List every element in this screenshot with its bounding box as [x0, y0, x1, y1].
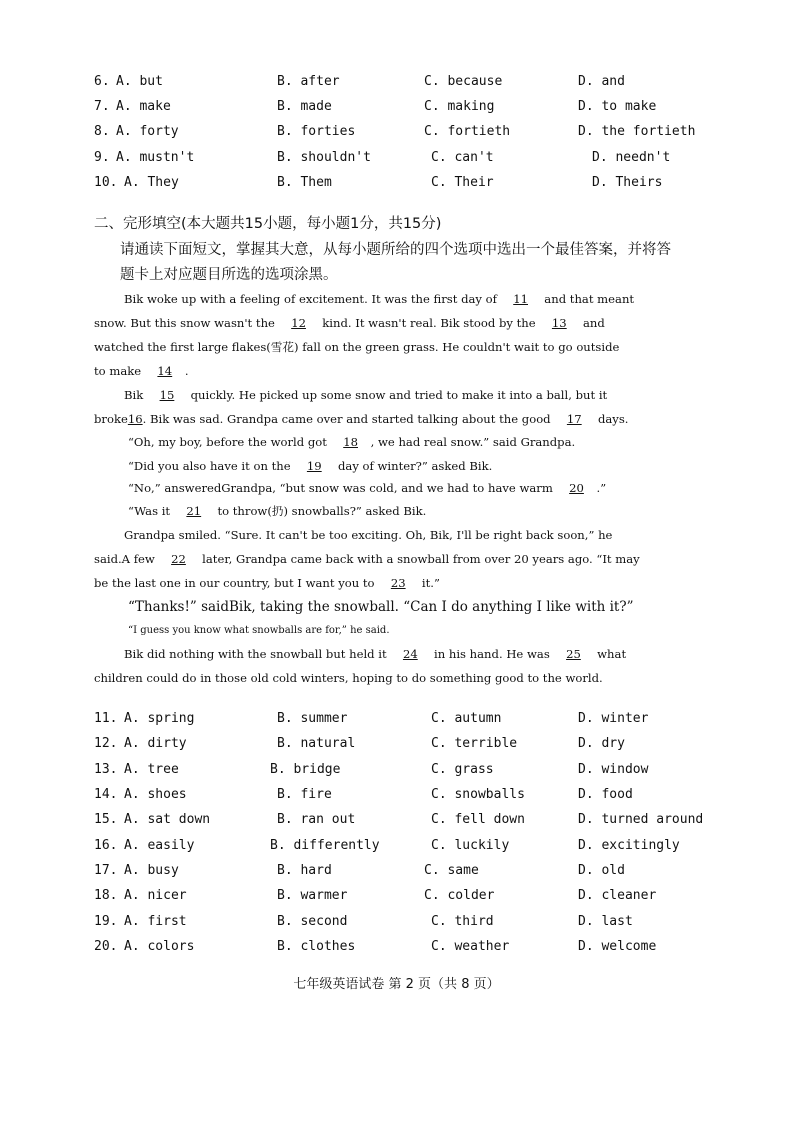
question-row-6: [0, 72, 793, 92]
question-row-19: [0, 912, 793, 932]
option-c: C. Their: [431, 175, 494, 190]
passage-line-5: Bik 15 quickly. He picked up some snow and tried to make it into a ball, but it: [94, 385, 729, 405]
question-row-15: [0, 810, 793, 830]
blank-22: 22: [171, 552, 186, 566]
question-row-17: [0, 861, 793, 881]
option-c: C. terrible: [431, 736, 518, 751]
instruction-line-2: 题卡上对应题目所选的选项涂黑。: [120, 267, 338, 283]
option-b: B. after: [277, 74, 340, 89]
question-row-13: [0, 760, 793, 780]
option-d: D. and: [578, 74, 625, 89]
passage-line-8: “Did you also have it on the 19 day of winter?” asked Bik.: [94, 456, 733, 476]
option-d: D. needn't: [592, 150, 671, 165]
blank-12: 12: [291, 316, 306, 330]
passage-line-1: Bik woke up with a feeling of excitement. It was the first day of 11 and that meant: [94, 289, 729, 309]
question-number: 10.: [94, 175, 118, 190]
option-d: D. turned around: [578, 812, 704, 827]
question-number: 16.: [94, 838, 118, 853]
passage-line-14: “Thanks!” saidBik, taking the snowball. “Can I do anything I like with it?”: [128, 599, 634, 615]
option-b: B. forties: [277, 124, 356, 139]
option-d: D. food: [578, 787, 633, 802]
question-row-8: [0, 122, 793, 142]
question-row-18: [0, 886, 793, 906]
option-c: C. third: [431, 914, 494, 929]
passage-line-10: “Was it 21 to throw(扔) snowballs?” asked Bik.: [94, 501, 733, 521]
passage-line-13: be the last one in our country, but I want you to 23 it.”: [94, 573, 699, 593]
option-a: A. shoes: [124, 787, 187, 802]
blank-14: 14: [157, 364, 173, 378]
option-b: B. second: [277, 914, 348, 929]
option-b: B. warmer: [277, 888, 348, 903]
option-a: A. nicer: [124, 888, 187, 903]
blank-17: 17: [566, 412, 582, 426]
blank-23: 23: [390, 576, 406, 590]
option-b: B. summer: [277, 711, 348, 726]
option-b: B. differently: [270, 838, 380, 853]
question-number: 6.: [94, 74, 110, 89]
question-number: 9.: [94, 150, 110, 165]
option-c: C. can't: [431, 150, 494, 165]
question-row-11: [0, 709, 793, 729]
option-b: B. Them: [277, 175, 332, 190]
question-number: 13.: [94, 762, 118, 777]
passage-line-11: Grandpa smiled. “Sure. It can't be too exciting. Oh, Bik, I'll be right back soon,” he: [124, 528, 613, 542]
question-number: 12.: [94, 736, 118, 751]
option-d: D. last: [578, 914, 633, 929]
option-a: A. make: [116, 99, 171, 114]
question-row-12: [0, 734, 793, 754]
option-a: A. easily: [124, 838, 195, 853]
option-b: B. shouldn't: [277, 150, 371, 165]
option-c: C. fortieth: [424, 124, 511, 139]
option-c: C. weather: [431, 939, 510, 954]
passage-line-4: to make 14 .: [94, 361, 699, 381]
option-a: A. busy: [124, 863, 179, 878]
option-a: A. sat down: [124, 812, 211, 827]
question-number: 14.: [94, 787, 118, 802]
question-row-10: [0, 173, 793, 193]
blank-15: 15: [159, 388, 175, 402]
page-footer: 七年级英语试卷 第 2 页（共 8 页）: [293, 977, 500, 992]
option-b: B. made: [277, 99, 332, 114]
option-c: C. fell down: [431, 812, 525, 827]
blank-18: 18: [343, 435, 358, 449]
passage-line-15: “I guess you know what snowballs are for,” he said.: [128, 625, 390, 636]
question-number: 18.: [94, 888, 118, 903]
option-c: C. colder: [424, 888, 495, 903]
blank-21: 21: [186, 504, 202, 518]
option-d: D. dry: [578, 736, 625, 751]
passage-line-9: “No,” answeredGrandpa, “but snow was cold, and we had to have warm 20 .”: [94, 478, 733, 498]
option-d: D. winter: [578, 711, 649, 726]
passage-line-6: broke16. Bik was sad. Grandpa came over and started talking about the good 17 days.: [94, 409, 699, 429]
option-a: A. spring: [124, 711, 195, 726]
passage-line-3: watched the first large flakes(雪花) fall on the green grass. He couldn't wait to go outside: [94, 340, 620, 354]
section-title: 二、完形填空(本大题共15小题，每小题1分，共15分): [94, 216, 442, 232]
option-d: D. to make: [578, 99, 657, 114]
passage-line-16: Bik did nothing with the snowball but held it 24 in his hand. He was 25 what: [94, 644, 729, 664]
question-number: 8.: [94, 124, 110, 139]
option-a: A. dirty: [124, 736, 187, 751]
passage-line-17: children could do in those old cold winters, hoping to do something good to the world.: [94, 671, 603, 685]
question-number: 7.: [94, 99, 110, 114]
passage-line-12: said.A few 22 later, Grandpa came back with a snowball from over 20 years ago. “It may: [94, 549, 699, 569]
question-row-9: [0, 148, 793, 168]
blank-19: 19: [306, 459, 322, 473]
blank-20: 20: [569, 481, 584, 495]
blank-25: 25: [566, 647, 581, 661]
blank-11: 11: [513, 292, 528, 306]
option-c: C. making: [424, 99, 495, 114]
option-b: B. hard: [277, 863, 332, 878]
option-a: A. forty: [116, 124, 179, 139]
option-a: A. but: [116, 74, 163, 89]
option-b: B. ran out: [277, 812, 356, 827]
option-d: D. cleaner: [578, 888, 657, 903]
option-d: D. window: [578, 762, 649, 777]
option-d: D. old: [578, 863, 625, 878]
blank-13: 13: [551, 316, 567, 330]
option-c: C. snowballs: [431, 787, 525, 802]
option-d: D. welcome: [578, 939, 657, 954]
option-c: C. because: [424, 74, 503, 89]
option-a: A. tree: [124, 762, 179, 777]
option-c: C. grass: [431, 762, 494, 777]
option-a: A. first: [124, 914, 187, 929]
question-number: 17.: [94, 863, 118, 878]
question-row-20: [0, 937, 793, 957]
passage-line-7: “Oh, my boy, before the world got 18 , we had real snow.” said Grandpa.: [94, 432, 733, 452]
option-b: B. clothes: [277, 939, 356, 954]
question-number: 11.: [94, 711, 118, 726]
option-b: B. natural: [277, 736, 356, 751]
option-d: D. excitingly: [578, 838, 680, 853]
instruction-line-1: 请通读下面短文，掌握其大意，从每小题所给的四个选项中选出一个最佳答案，并将答: [120, 242, 671, 258]
question-number: 15.: [94, 812, 118, 827]
blank-16: 16: [127, 412, 143, 426]
option-d: D. Theirs: [592, 175, 663, 190]
option-b: B. fire: [277, 787, 332, 802]
option-b: B. bridge: [270, 762, 341, 777]
option-c: C. luckily: [431, 838, 510, 853]
option-a: A. colors: [124, 939, 195, 954]
option-c: C. autumn: [431, 711, 502, 726]
question-number: 20.: [94, 939, 118, 954]
question-row-16: [0, 836, 793, 856]
blank-24: 24: [402, 647, 418, 661]
passage-line-2: snow. But this snow wasn't the 12 kind. It wasn't real. Bik stood by the 13 and: [94, 313, 699, 333]
option-d: D. the fortieth: [578, 124, 696, 139]
question-row-7: [0, 97, 793, 117]
option-c: C. same: [424, 863, 479, 878]
question-row-14: [0, 785, 793, 805]
option-a: A. They: [124, 175, 179, 190]
question-number: 19.: [94, 914, 118, 929]
option-a: A. mustn't: [116, 150, 195, 165]
